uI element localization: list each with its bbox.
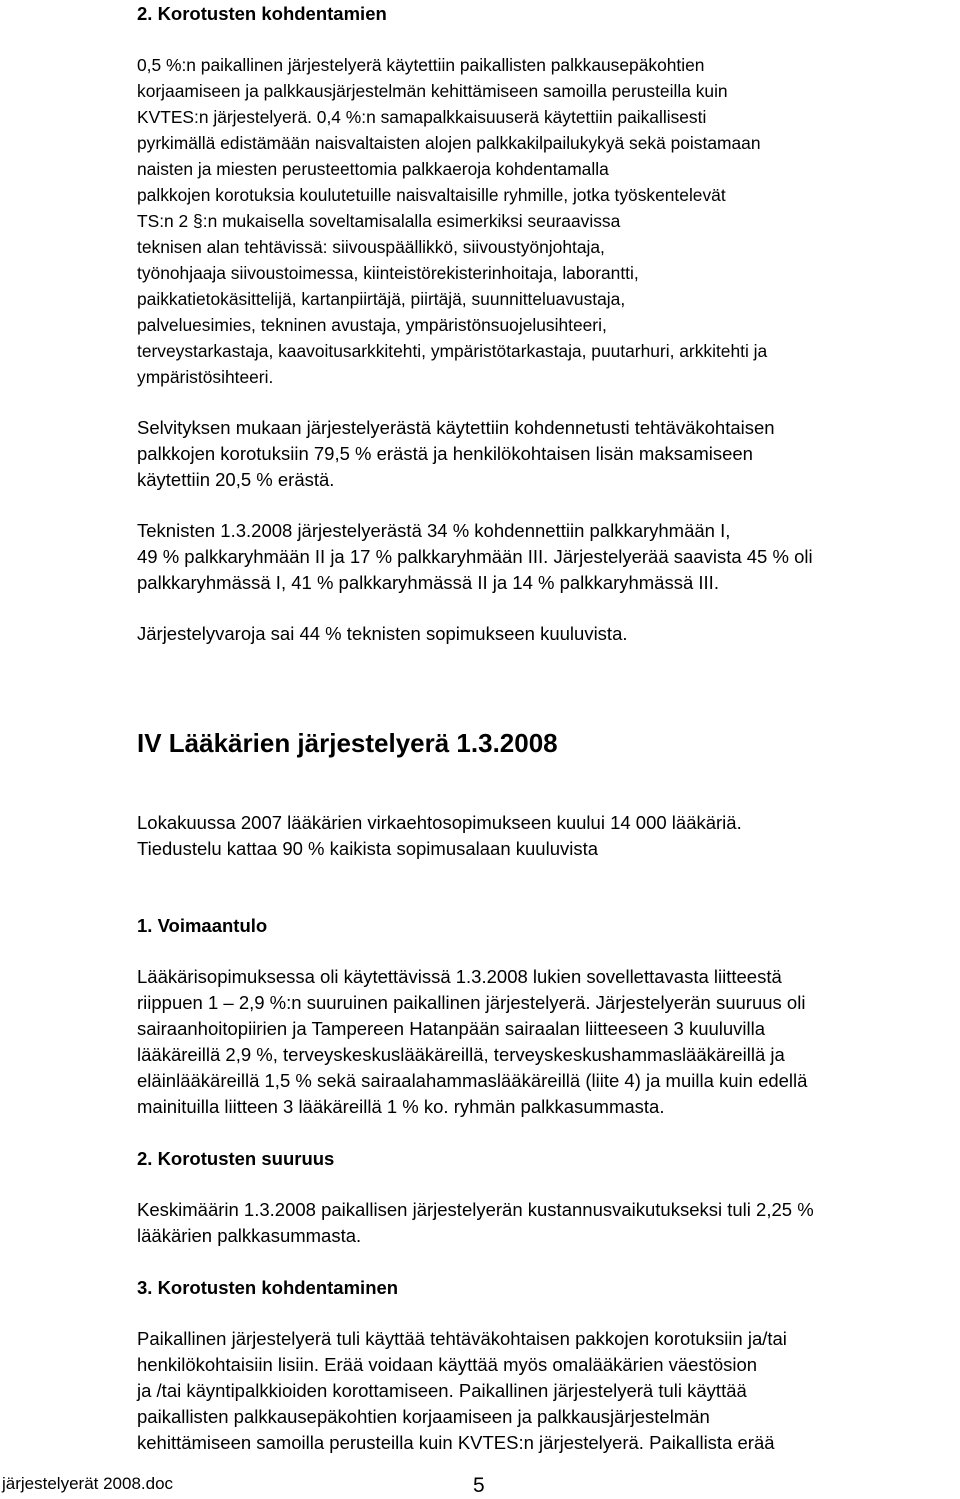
paragraph-line: 49 % palkkaryhmään II ja 17 % palkkaryhmään III. Järjestelyerää saavista 45 % oli bbox=[137, 546, 813, 567]
paragraph-line: mainituilla liitteen 3 lääkäreillä 1 % ko. ryhmän palkkasummasta. bbox=[137, 1096, 665, 1117]
paragraph-line: palveluesimies, tekninen avustaja, ympäristönsuojelusihteeri, bbox=[137, 315, 607, 335]
paragraph-line: TS:n 2 §:n mukaisella soveltamisalalla esimerkiksi seuraavissa bbox=[137, 211, 621, 231]
paragraph-line: palkkojen korotuksiin 79,5 % erästä ja henkilökohtaisen lisän maksamiseen bbox=[137, 443, 753, 464]
paragraph-line: sairaanhoitopiirien ja Tampereen Hatanpään sairaalan liitteeseen 3 kuuluvilla bbox=[137, 1018, 766, 1039]
paragraph-line: Tiedustelu kattaa 90 % kaikista sopimusalaan kuuluvista bbox=[137, 838, 599, 859]
paragraph-line: ja /tai käyntipalkkioiden korottamiseen. Paikallinen järjestelyerä tuli käyttää bbox=[137, 1380, 747, 1401]
paragraph-line: palkkaryhmässä I, 41 % palkkaryhmässä II ja 14 % palkkaryhmässä III. bbox=[137, 572, 719, 593]
paragraph-line: teknisen alan tehtävissä: siivouspäällikkö, siivoustyönjohtaja, bbox=[137, 237, 605, 257]
subsection-heading: 3. Korotusten kohdentaminen bbox=[137, 1277, 399, 1298]
paragraph-line: pyrkimällä edistämään naisvaltaisten alojen palkkakilpailukykyä sekä poistamaan bbox=[137, 133, 761, 153]
paragraph-line: Lokakuussa 2007 lääkärien virkaehtosopimukseen kuului 14 000 lääkäriä. bbox=[137, 812, 742, 833]
paragraph-line: palkkojen korotuksia koulutetuille naisvaltaisille ryhmille, jotka työskentelevät bbox=[137, 185, 726, 205]
paragraph-line: lääkärien palkkasummasta. bbox=[137, 1225, 362, 1246]
paragraph-line: henkilökohtaisiin lisiin. Erää voidaan käyttää myös omalääkärien väestösion bbox=[137, 1354, 758, 1375]
paragraph-line: työnohjaaja siivoustoimessa, kiinteistörekisterinhoitaja, laborantti, bbox=[137, 263, 639, 283]
paragraph-line: KVTES:n järjestelyerä. 0,4 %:n samapalkkaisuuserä käytettiin paikallisesti bbox=[137, 107, 707, 127]
paragraph-line: Paikallinen järjestelyerä tuli käyttää tehtäväkohtaisen pakkojen korotuksiin ja/tai bbox=[137, 1328, 787, 1349]
paragraph-line: kehittämiseen samoilla perusteilla kuin KVTES:n järjestelyerä. Paikallista erää bbox=[137, 1432, 775, 1453]
subsection-heading: 1. Voimaantulo bbox=[137, 915, 268, 936]
paragraph-line: paikkatietokäsittelijä, kartanpiirtäjä, piirtäjä, suunnitteluavustaja, bbox=[137, 289, 626, 309]
paragraph-line: 0,5 %:n paikallinen järjestelyerä käytettiin paikallisten palkkausepäkohtien bbox=[137, 55, 705, 75]
paragraph-line: ympäristösihteeri. bbox=[137, 367, 274, 387]
paragraph-line: korjaamiseen ja palkkausjärjestelmän kehittämiseen samoilla perusteilla kuin bbox=[137, 81, 728, 101]
paragraph-line: naisten ja miesten perusteettomia palkkaeroja kohdentamalla bbox=[137, 159, 609, 179]
paragraph-line: lääkäreillä 2,9 %, terveyskeskuslääkäreillä, terveyskeskushammaslääkäreillä ja bbox=[137, 1044, 785, 1065]
paragraph-line: Järjestelyvaroja sai 44 % teknisten sopimukseen kuuluvista. bbox=[137, 623, 628, 644]
paragraph-line: Teknisten 1.3.2008 järjestelyerästä 34 % kohdennettiin palkkaryhmään I, bbox=[137, 520, 731, 541]
paragraph-line: käytettiin 20,5 % erästä. bbox=[137, 469, 335, 490]
page-number: 5 bbox=[473, 1474, 485, 1497]
paragraph-line: eläinlääkäreillä 1,5 % sekä sairaalahammaslääkäreillä (liite 4) ja muilla kuin edellä bbox=[137, 1070, 808, 1091]
section-heading: 2. Korotusten kohdentamien bbox=[137, 3, 387, 24]
subsection-heading: 2. Korotusten suuruus bbox=[137, 1148, 335, 1169]
chapter-title: IV Lääkärien järjestelyerä 1.3.2008 bbox=[137, 728, 558, 758]
paragraph-line: Lääkärisopimuksessa oli käytettävissä 1.3.2008 lukien sovellettavasta liitteestä bbox=[137, 966, 782, 987]
paragraph-line: paikallisten palkkausepäkohtien korjaamiseen ja palkkausjärjestelmän bbox=[137, 1406, 710, 1427]
paragraph-line: Selvityksen mukaan järjestelyerästä käytettiin kohdennetusti tehtäväkohtaisen bbox=[137, 417, 775, 438]
paragraph-line: riippuen 1 – 2,9 %:n suuruinen paikallinen järjestelyerä. Järjestelyerän suuruus oli bbox=[137, 992, 806, 1013]
paragraph-line: Keskimäärin 1.3.2008 paikallisen järjestelyerän kustannusvaikutukseksi tuli 2,25 % bbox=[137, 1199, 814, 1220]
footer-filename: järjestelyerät 2008.doc bbox=[2, 1474, 174, 1493]
paragraph-line: terveystarkastaja, kaavoitusarkkitehti, ympäristötarkastaja, puutarhuri, arkkitehti ja bbox=[137, 341, 768, 361]
